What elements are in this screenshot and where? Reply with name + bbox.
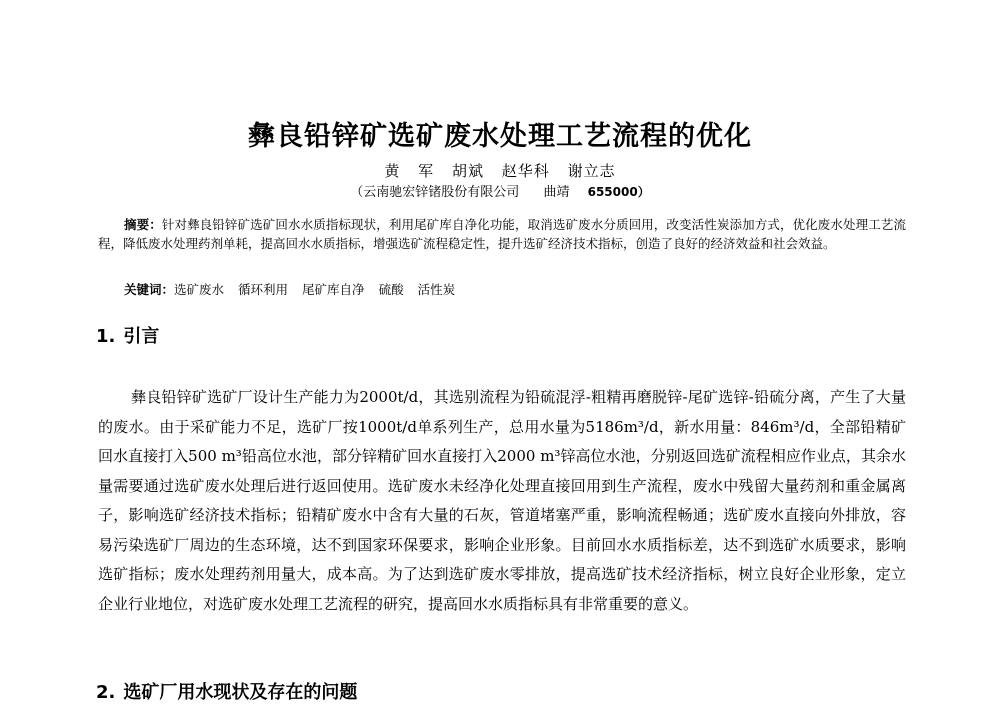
section-title: 选矿厂用水现状及存在的问题 [123,682,358,703]
author-list [0,160,1000,181]
abstract-label: 摘要： [124,217,162,232]
section-number: 2. [96,682,116,703]
intro-paragraph: 彝良铅锌矿选矿厂设计生产能力为2000t/d，其选别流程为铅硫混浮-粗精再磨脱锌-尾矿选锌-铅硫分离，产生了大量的废水。由于采矿能力不足，选矿厂按1000t/d单系列生产，总用水量为5186m³/d，新水用量：846m³/d，全部铅精矿回水直接打入500 m³铅高位水池，部分锌精矿回水直接打入2000 m³锌高位水池，分别返回选矿流程相应作业点，其余水量需要通过选矿废水处理后进行返回使用。选矿废水未经净化处理直接回用到生产流程，废水中残留大量药剂和重金属离子，影响选矿经济技术指标；铅精矿废水中含有大量的石灰，管道堵塞严重，影响流程畅通；选矿废水直接向外排放，容易污染选矿厂周边的生态环境，达不到国家环保要求，影响企业形象。目前回水水质指标差，达不到选矿水质要求，影响选矿指标；废水处理药剂用量大，成本高。为了达到选矿废水零排放，提高选矿技术经济指标，树立良好企业形象，定立企业行业地位，对选矿废水处理工艺流程的研究，提高回水水质指标具有非常重要的意义。 [98,388,906,613]
keyword: 尾矿库自净 [302,282,365,297]
abstract [98,215,906,253]
keyword: 活性炭 [417,282,456,297]
author-name: 胡斌 [451,162,484,180]
keyword: 选矿废水 [174,282,225,297]
paper-title: 彝良铅锌矿选矿废水处理工艺流程的优化 [248,121,752,152]
section-heading-introduction [96,322,159,348]
section-number: 1. [96,326,116,347]
section-heading-water-status [96,678,357,704]
affiliation-org: （云南驰宏锌锗股份有限公司 [350,185,520,200]
keyword: 循环利用 [238,282,289,297]
abstract-text: 针对彝良铅锌矿选矿回水水质指标现状，利用尾矿库自净化功能，取消选矿废水分质回用，改变活性炭添加方式，优化废水处理工艺流程，降低废水处理药剂单耗，提高回水水质指标，增强选矿流程稳定性，提升选矿经济技术指标，创造了良好的经济效益和社会效益。 [98,217,906,251]
author-name: 谢立志 [567,162,616,180]
affiliation-postcode: 655000） [587,185,650,199]
author-name: 黄 军 [384,162,435,180]
author-name: 赵华科 [501,162,550,180]
keyword: 硫酸 [378,282,404,297]
affiliation-city: 曲靖 [543,185,570,200]
keywords-label: 关键词： [124,282,175,297]
affiliation [0,181,1000,200]
section-title: 引言 [123,326,160,347]
keywords [124,280,469,299]
